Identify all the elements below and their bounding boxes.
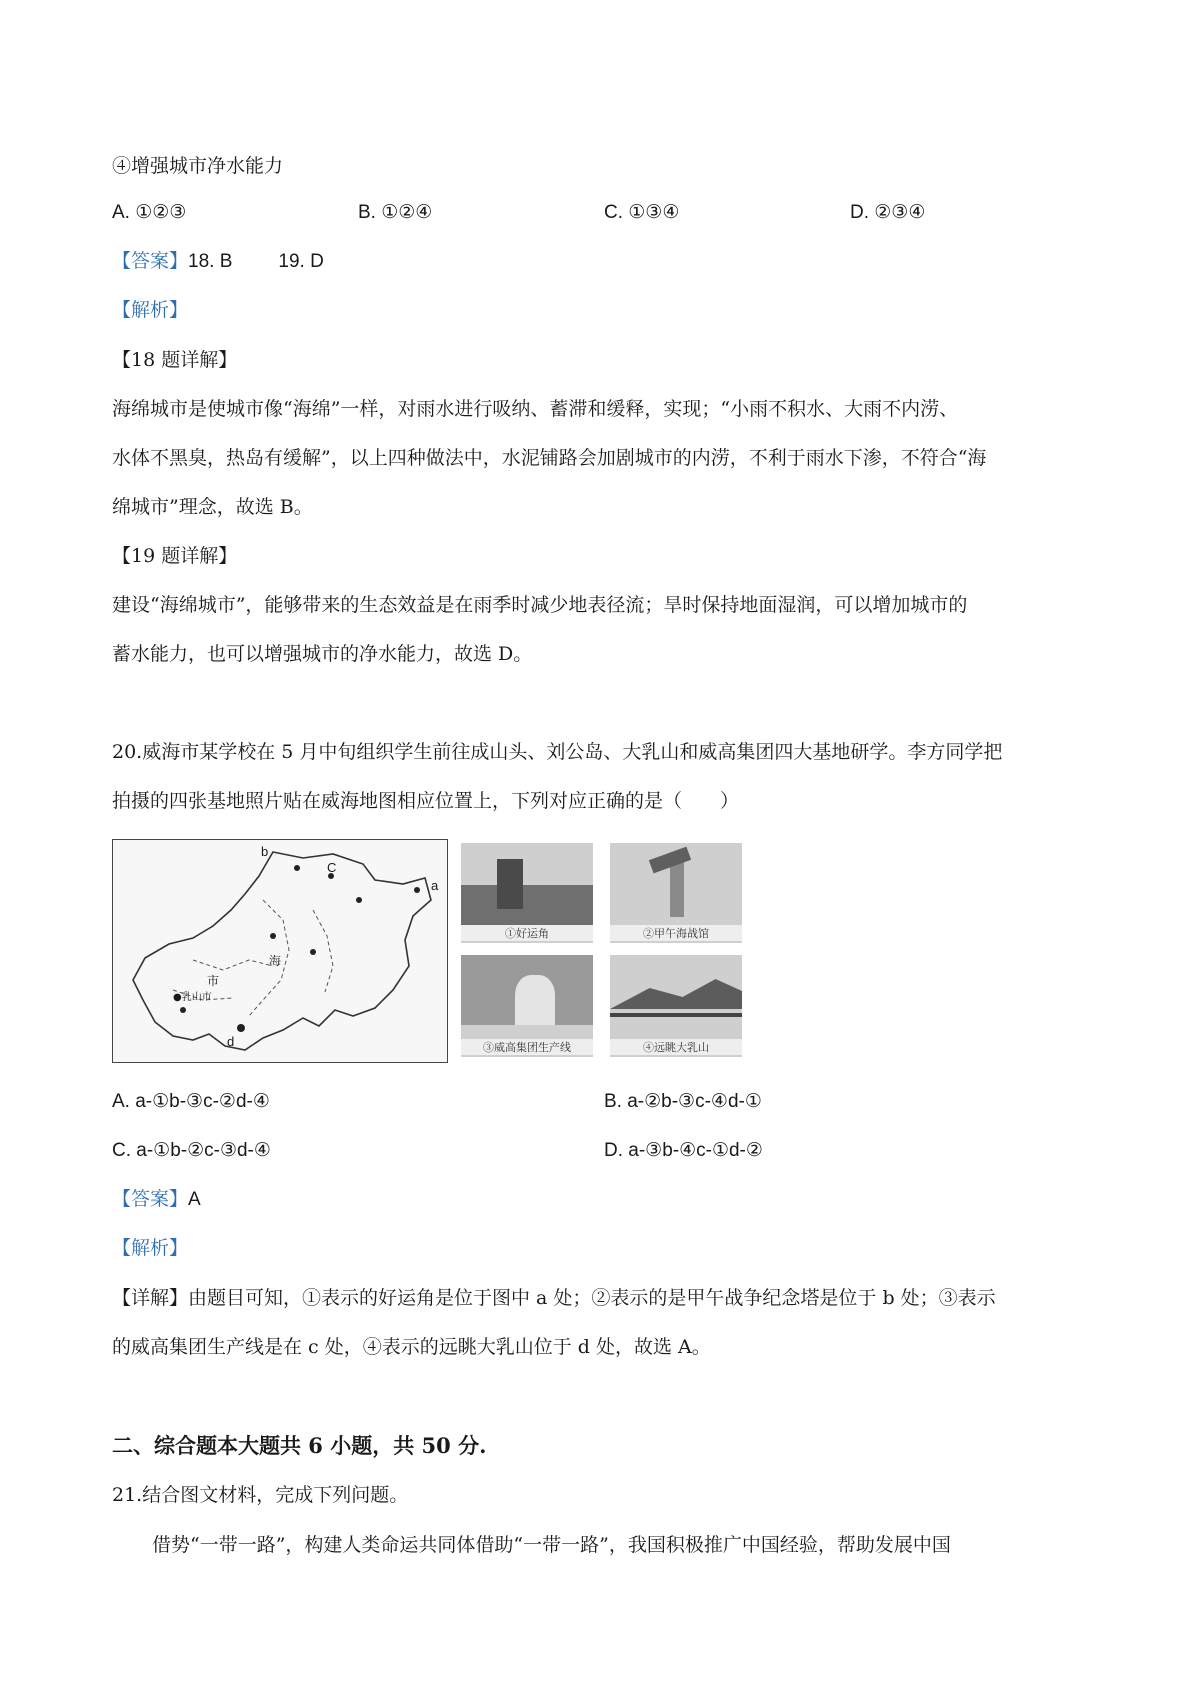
q20-stem-line: 拍摄的四张基地照片贴在威海地图相应位置上，下列对应正确的是（ ） [112, 790, 740, 812]
weihai-map [112, 839, 448, 1063]
map-label-c: C [327, 860, 337, 875]
q19-detail-line: 蓄水能力，也可以增强城市的净水能力，故选 D。 [112, 643, 533, 665]
q20-detail-line: 的威高集团生产线是在 c 处，④表示的远眺大乳山位于 d 处，故选 A。 [112, 1336, 711, 1358]
analysis-tag-2: 【解析】 [112, 1238, 189, 1259]
analysis-tag-1: 【解析】 [112, 300, 189, 321]
map-label-a: a [431, 878, 439, 893]
photo-caption: ④远眺大乳山 [610, 1039, 742, 1055]
q19-detail-title: 【19 题详解】 [112, 545, 238, 567]
q17-option-b: B. ①②④ [358, 202, 433, 223]
map-label-d: d [227, 1034, 235, 1049]
q18-detail-title: 【18 题详解】 [112, 349, 238, 371]
map-label-sea: 海 [269, 954, 282, 968]
photo-caption: ②甲午海战馆 [610, 925, 742, 941]
q18-detail-line: 水体不黑臭，热岛有缓解”，以上四种做法中，水泥铺路会加剧城市的内涝，不利于雨水下渗，不符合“海 [112, 447, 987, 469]
q21-stem: 21.结合图文材料，完成下列问题。 [112, 1484, 409, 1506]
q20-option-d: D. a-③b-④c-①d-② [604, 1140, 763, 1161]
q20-option-a: A. a-①b-③c-②d-④ [112, 1091, 270, 1112]
q20-option-b: B. a-②b-③c-④d-① [604, 1091, 762, 1112]
section-title: 二、综合题本大题共 6 小题，共 50 分. [112, 1433, 487, 1458]
map-label-rushan: ●乳山市 [173, 992, 212, 1003]
answer-19: 19. D [278, 251, 324, 272]
answer-tag: 【答案】 [112, 251, 189, 272]
q17-item4: ④增强城市净水能力 [112, 155, 284, 177]
map-outline [113, 840, 447, 1062]
q18-detail-line: 绵城市”理念，故选 B。 [112, 496, 313, 518]
q20-detail-line: 【详解】由题目可知，①表示的好运角是位于图中 a 处；②表示的是甲午战争纪念塔是位于 b 处；③表示 [112, 1287, 996, 1309]
photo-3 [461, 955, 593, 1057]
photo-caption: ①好运角 [461, 925, 593, 941]
answer-line-1 [112, 250, 324, 274]
photo-2 [610, 843, 742, 943]
q21-passage: 借势“一带一路”，构建人类命运共同体借助“一带一路”，我国积极推广中国经验，帮助发展中国 [152, 1534, 951, 1556]
q17-option-c: C. ①③④ [604, 202, 680, 223]
q20-stem-line: 20.威海市某学校在 5 月中旬组织学生前往成山头、刘公岛、大乳山和威高集团四大基地研学。李方同学把 [112, 741, 1003, 763]
photo-caption: ③威高集团生产线 [461, 1039, 593, 1055]
answer-18: 18. B [188, 251, 233, 272]
q18-detail-line: 海绵城市是使城市像“海绵”一样，对雨水进行吸纳、蓄滞和缓释，实现；“小雨不积水、大雨不内涝、 [112, 398, 959, 420]
answer-tag: 【答案】 [112, 1189, 189, 1210]
photo-4 [610, 955, 742, 1057]
answer-20: A [188, 1189, 201, 1210]
map-label-city: 市 [207, 974, 220, 988]
map-label-b: b [261, 844, 269, 859]
q17-option-a: A. ①②③ [112, 202, 187, 223]
q20-option-c: C. a-①b-②c-③d-④ [112, 1140, 271, 1161]
photo-1 [461, 843, 593, 943]
q17-option-d: D. ②③④ [850, 202, 926, 223]
q19-detail-line: 建设“海绵城市”，能够带来的生态效益是在雨季时减少地表径流；旱时保持地面湿润，可以增加城市的 [112, 594, 968, 616]
answer-line-2 [112, 1188, 201, 1212]
